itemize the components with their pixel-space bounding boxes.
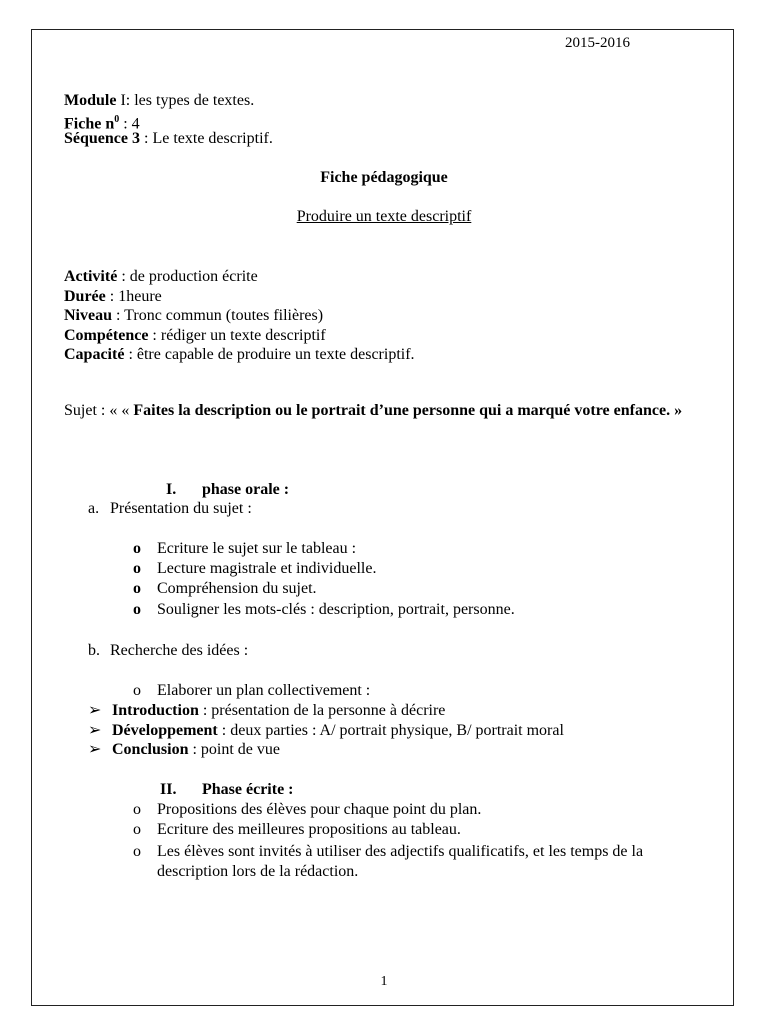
sujet-paragraph xyxy=(64,401,724,421)
plan-label: Conclusion xyxy=(112,741,189,758)
circle-bullet-icon: o xyxy=(133,843,141,860)
meta-text: : 1heure xyxy=(105,288,162,305)
list-item xyxy=(133,559,376,579)
meta-label: Compétence xyxy=(64,327,149,344)
plan-item xyxy=(88,701,445,721)
bullet-icon: o xyxy=(133,580,141,597)
item-a-text: Présentation du sujet : xyxy=(110,500,252,517)
school-year: 2015-2016 xyxy=(565,35,630,51)
item-a xyxy=(88,499,252,519)
meta-label: Niveau xyxy=(64,307,112,324)
phase-numeral: I. xyxy=(166,481,177,498)
phase-ecrite-heading xyxy=(160,780,294,800)
circle-bullet-icon: o xyxy=(133,801,141,818)
meta-niveau xyxy=(64,306,323,326)
fiche-sup: 0 xyxy=(114,114,120,125)
plan-text: : présentation de la personne à décrire xyxy=(198,702,446,719)
meta-activite xyxy=(64,267,258,287)
module-text: I: les types de textes. xyxy=(116,92,255,109)
module-label: Module xyxy=(64,92,117,109)
meta-text: : Tronc commun (toutes filières) xyxy=(112,307,324,324)
page-number: 1 xyxy=(380,974,388,989)
sujet-prefix: Sujet : « « xyxy=(64,402,134,419)
list-item-text: Lecture magistrale et individuelle. xyxy=(157,560,377,577)
meta-capacite xyxy=(64,345,415,365)
list-item-text: Ecriture le sujet sur le tableau : xyxy=(157,540,357,557)
fiche-text: : 4 xyxy=(119,115,140,133)
module-line xyxy=(64,91,254,111)
list-item xyxy=(133,681,370,701)
meta-text: : rédiger un texte descriptif xyxy=(148,327,326,344)
circle-bullet-icon: o xyxy=(133,682,141,699)
meta-text: : de production écrite xyxy=(117,268,258,285)
list-item xyxy=(133,600,515,620)
arrow-bullet-icon: ➢ xyxy=(88,702,102,719)
item-b xyxy=(88,641,248,661)
list-item-text: Souligner les mots-clés : description, portrait, personne. xyxy=(157,601,515,618)
meta-label: Activité xyxy=(64,268,118,285)
sequence-label: Séquence 3 xyxy=(64,130,140,147)
phase-title: phase orale : xyxy=(202,481,290,498)
plan-item xyxy=(88,721,564,741)
phase-numeral: II. xyxy=(160,781,177,798)
arrow-bullet-icon: ➢ xyxy=(88,722,102,739)
meta-duree xyxy=(64,287,162,307)
arrow-bullet-icon: ➢ xyxy=(88,741,102,758)
bullet-icon: o xyxy=(133,560,141,577)
list-item-text: Ecriture des meilleures propositions au tableau. xyxy=(157,821,461,838)
list-item xyxy=(133,579,317,599)
meta-text: : être capable de produire un texte descriptif. xyxy=(124,346,415,363)
meta-label: Capacité xyxy=(64,346,125,363)
bullet-icon: o xyxy=(133,601,141,618)
plan-label: Développement xyxy=(112,722,218,739)
list-item xyxy=(133,539,356,559)
phase-orale-heading xyxy=(166,480,289,500)
page-subtitle: Produire un texte descriptif xyxy=(296,208,472,225)
circle-bullet-icon: o xyxy=(133,821,141,838)
sujet-text: Faites la description ou le portrait d’une personne qui a marqué votre enfance. » xyxy=(133,402,683,419)
list-item xyxy=(133,842,717,882)
list-item-text: Compréhension du sujet. xyxy=(157,580,317,597)
list-item xyxy=(133,820,461,840)
meta-label: Durée xyxy=(64,288,106,305)
list-item-text: Les élèves sont invités à utiliser des adjectifs qualificatifs, et les temps de la description lors de la rédaction. xyxy=(157,843,644,880)
sequence-text: : Le texte descriptif. xyxy=(140,130,273,147)
item-b-text: Recherche des idées : xyxy=(110,642,249,659)
page-title: Fiche pédagogique xyxy=(320,169,448,186)
phase-title: Phase écrite : xyxy=(202,781,294,798)
list-marker: b. xyxy=(88,642,100,659)
plan-text: : point de vue xyxy=(188,741,281,758)
fiche-label: Fiche n xyxy=(64,115,115,133)
list-item-text: Elaborer un plan collectivement : xyxy=(157,682,371,699)
list-item xyxy=(133,800,481,820)
plan-text: : deux parties : A/ portrait physique, B/ portrait moral xyxy=(217,722,564,739)
meta-competence xyxy=(64,326,326,346)
plan-item xyxy=(88,740,280,760)
plan-label: Introduction xyxy=(112,702,199,719)
bullet-icon: o xyxy=(133,540,141,557)
sequence-line xyxy=(64,129,273,149)
list-item-text: Propositions des élèves pour chaque point du plan. xyxy=(157,801,482,818)
list-marker: a. xyxy=(88,500,100,517)
